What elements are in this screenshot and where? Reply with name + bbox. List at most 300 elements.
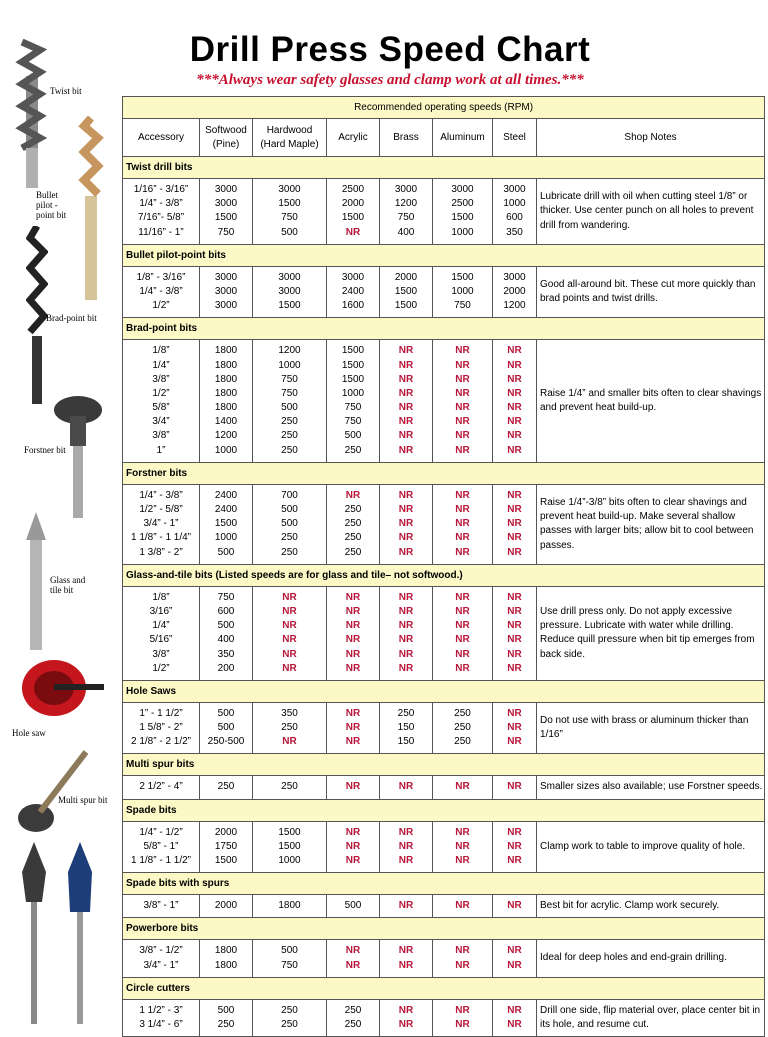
hardwood-speed-cell <box>253 776 327 799</box>
speed-value: NR <box>398 840 414 852</box>
speed-value: NR <box>398 634 414 646</box>
speed-value: 1500 <box>214 855 238 866</box>
section-data-row <box>123 940 765 977</box>
speed-value: 400 <box>397 226 415 238</box>
speed-value: NR <box>455 444 470 456</box>
speed-value: NR <box>455 826 470 838</box>
size-cell <box>123 821 200 873</box>
brass-speed-cell <box>380 484 433 564</box>
shop-notes-cell: Drill one side, flip material over, place center bit in its hole, and resume cut. <box>537 999 765 1036</box>
speed-value: 3000 <box>394 184 418 195</box>
speed-value: 2400 <box>214 489 238 501</box>
hardwood-speed-cell <box>253 179 327 245</box>
softwood-speed-cell <box>200 266 253 318</box>
brass-speed-cell <box>380 586 433 680</box>
speed-value: NR <box>455 359 470 371</box>
speed-value: 250 <box>281 416 298 428</box>
speed-value: NR <box>398 387 414 399</box>
acrylic-speed-cell <box>327 702 380 754</box>
speed-value: 750 <box>454 300 471 312</box>
speed-value: 750 <box>217 591 235 603</box>
size-cell <box>123 999 200 1036</box>
size-value: 7/16”- 5/8” <box>137 212 185 224</box>
speed-value: NR <box>507 416 522 428</box>
speed-value: 1200 <box>278 345 301 357</box>
aluminum-speed-cell <box>433 266 493 318</box>
speed-value: NR <box>455 345 470 357</box>
speed-value: NR <box>345 722 361 734</box>
speed-value: NR <box>345 959 361 971</box>
speed-value: NR <box>455 634 470 646</box>
acrylic-speed-cell <box>327 821 380 873</box>
speed-value: NR <box>282 605 297 617</box>
hardwood-speed-cell <box>253 266 327 318</box>
speed-value: 3000 <box>503 271 526 283</box>
size-value: 2 1/8” - 2 1/2” <box>130 736 192 748</box>
speed-value: NR <box>507 620 522 632</box>
speed-value: 1500 <box>341 212 365 224</box>
steel-speed-cell <box>493 940 537 977</box>
speed-value: 3000 <box>214 198 238 210</box>
softwood-speed-cell <box>200 340 253 463</box>
section-data-row <box>123 179 765 245</box>
speed-value: NR <box>507 634 522 646</box>
speed-value: NR <box>282 620 297 632</box>
speed-value: 500 <box>281 945 298 957</box>
speed-value: 250 <box>344 1018 362 1030</box>
softwood-speed-cell <box>200 179 253 245</box>
aluminum-speed-cell <box>433 776 493 799</box>
speed-value: NR <box>398 781 414 793</box>
aluminum-speed-cell <box>433 484 493 564</box>
speed-value: 500 <box>217 1004 235 1016</box>
section-title: Bullet pilot-point bits <box>123 244 765 266</box>
section-header-row <box>123 799 765 821</box>
speed-value: 500 <box>281 402 298 414</box>
speed-value: 750 <box>397 212 415 224</box>
steel-speed-cell <box>493 266 537 318</box>
brass-speed-cell <box>380 776 433 799</box>
softwood-speed-cell <box>200 895 253 918</box>
powerbore-bit-icon <box>64 842 96 1024</box>
speed-value: NR <box>398 546 414 558</box>
speed-value: 250-500 <box>207 736 245 748</box>
speed-value: 250 <box>281 430 298 442</box>
aluminum-speed-cell <box>433 940 493 977</box>
twist-bit-caption: Twist bit <box>50 86 82 96</box>
steel-speed-cell <box>493 340 537 463</box>
speed-value: 3000 <box>214 285 238 297</box>
size-value: 1/4” - 3/8” <box>139 489 183 501</box>
speed-value: NR <box>507 591 522 603</box>
speed-value: 250 <box>344 1004 362 1016</box>
speed-value: NR <box>455 416 470 428</box>
speed-value: NR <box>455 840 470 852</box>
size-value: 3/4” <box>152 416 170 428</box>
section-title: Spade bits <box>123 799 765 821</box>
speed-value: NR <box>345 591 361 603</box>
shop-notes-cell: Clamp work to table to improve quality of hole. <box>537 821 765 873</box>
section-title: Powerbore bits <box>123 918 765 940</box>
size-value: 1 1/2” - 3” <box>139 1004 183 1016</box>
speed-value: NR <box>398 959 414 971</box>
speed-value: NR <box>345 662 361 674</box>
brad-point-bit-icon <box>26 226 48 406</box>
speed-value: 1500 <box>214 518 238 530</box>
size-value: 1/8” <box>152 591 170 603</box>
col-aluminum: Aluminum <box>433 119 493 157</box>
speed-value: 500 <box>344 900 362 912</box>
speed-value: NR <box>398 532 414 544</box>
speed-value: 1000 <box>214 532 238 544</box>
size-value: 3/4” - 1” <box>143 959 179 971</box>
section-data-row <box>123 266 765 318</box>
speed-value: 150 <box>397 736 415 748</box>
speed-value: NR <box>455 605 470 617</box>
speed-value: 500 <box>217 707 235 719</box>
speed-value: 1000 <box>503 198 526 210</box>
hardwood-speed-cell <box>253 821 327 873</box>
speed-value: 2000 <box>503 285 526 297</box>
speed-value: NR <box>398 1004 414 1016</box>
size-cell <box>123 340 200 463</box>
size-value: 3/8” <box>152 373 170 385</box>
speed-value: 1800 <box>214 959 238 971</box>
section-header-row <box>123 462 765 484</box>
speed-value: 150 <box>397 722 415 734</box>
speed-value: 250 <box>281 722 298 734</box>
section-header-row <box>123 680 765 702</box>
size-value: 1 5/8” - 2” <box>139 722 183 734</box>
speed-value: 3000 <box>214 184 238 195</box>
speed-value: 1500 <box>278 198 301 210</box>
size-cell <box>123 266 200 318</box>
speed-value: 1600 <box>341 300 365 312</box>
speed-value: 1500 <box>214 212 238 224</box>
section-header-row <box>123 873 765 895</box>
speed-value: 750 <box>344 402 362 414</box>
size-value: 2 1/2” - 4” <box>139 781 183 793</box>
size-value: 1/2” <box>152 662 170 674</box>
speed-value: NR <box>455 387 470 399</box>
speed-chart-table <box>122 96 765 1037</box>
speed-value: NR <box>507 648 522 660</box>
section-data-row <box>123 484 765 564</box>
brad-point-bit-caption: Brad-point bit <box>46 313 97 323</box>
brass-speed-cell <box>380 821 433 873</box>
size-value: 1 1/8” - 1 1/4” <box>130 532 192 544</box>
speed-value: 1000 <box>451 226 474 238</box>
speed-value: NR <box>398 826 414 838</box>
section-data-row <box>123 776 765 799</box>
softwood-speed-cell <box>200 586 253 680</box>
size-value: 1/2” <box>152 300 170 312</box>
speed-value: 1500 <box>451 212 474 224</box>
speed-value: NR <box>455 648 470 660</box>
glass-tile-bit-caption: Glass and tile bit <box>50 575 86 595</box>
spade-bit-icon <box>18 842 50 1024</box>
speed-value: NR <box>507 546 522 558</box>
speed-value: 500 <box>344 430 362 442</box>
acrylic-speed-cell <box>327 999 380 1036</box>
speed-value: NR <box>398 518 414 530</box>
size-value: 5/16” <box>149 634 173 646</box>
section-title: Circle cutters <box>123 977 765 999</box>
section-header-row <box>123 244 765 266</box>
speed-value: NR <box>282 662 297 674</box>
speed-value: NR <box>507 781 522 793</box>
speed-value: 350 <box>217 648 235 660</box>
speed-value: 1500 <box>278 300 301 312</box>
hardwood-speed-cell <box>253 999 327 1036</box>
size-value: 3/8” - 1” <box>143 900 179 912</box>
speed-value: 1800 <box>214 373 238 385</box>
size-cell <box>123 702 200 754</box>
speed-value: 1000 <box>214 444 238 456</box>
speed-value: 500 <box>217 722 235 734</box>
speed-value: 1500 <box>278 840 301 852</box>
size-value: 1/4” - 3/8” <box>139 285 183 297</box>
size-value: 1/8” - 3/16” <box>136 271 186 283</box>
speed-value: NR <box>455 489 470 501</box>
speed-value: 2500 <box>451 198 474 210</box>
size-cell <box>123 940 200 977</box>
speed-value: 600 <box>217 605 235 617</box>
size-cell <box>123 586 200 680</box>
speed-value: NR <box>507 373 522 385</box>
speed-value: NR <box>507 707 522 719</box>
hardwood-speed-cell <box>253 895 327 918</box>
softwood-speed-cell <box>200 484 253 564</box>
speed-value: NR <box>507 736 522 748</box>
speed-value: NR <box>398 504 414 515</box>
speed-value: NR <box>345 855 361 866</box>
speed-value: NR <box>345 648 361 660</box>
speed-value: NR <box>398 1018 414 1030</box>
size-value: 1 3/8” - 2” <box>139 546 183 558</box>
speed-value: 250 <box>344 444 362 456</box>
speed-value: 250 <box>454 736 471 748</box>
chart-body <box>123 157 765 1037</box>
size-value: 1/4” - 1/2” <box>139 826 183 838</box>
size-value: 1/2” <box>152 387 170 399</box>
acrylic-speed-cell <box>327 179 380 245</box>
steel-speed-cell <box>493 776 537 799</box>
col-steel: Steel <box>493 119 537 157</box>
speed-value: 2400 <box>341 285 365 297</box>
speed-value: 1800 <box>214 945 238 957</box>
speed-value: 2400 <box>214 504 238 515</box>
steel-speed-cell <box>493 999 537 1036</box>
speed-value: NR <box>455 781 470 793</box>
speed-value: NR <box>398 444 414 456</box>
speed-value: 250 <box>281 781 298 793</box>
acrylic-speed-cell <box>327 586 380 680</box>
acrylic-speed-cell <box>327 940 380 977</box>
speed-value: 200 <box>217 662 235 674</box>
speed-value: NR <box>398 489 414 501</box>
speed-value: 3000 <box>341 271 365 283</box>
brass-speed-cell <box>380 702 433 754</box>
hole-saw-caption: Hole saw <box>12 728 46 738</box>
speed-value: NR <box>507 662 522 674</box>
speed-value: NR <box>455 402 470 414</box>
acrylic-speed-cell <box>327 776 380 799</box>
speed-value: 500 <box>281 504 298 515</box>
speed-value: 250 <box>454 722 471 734</box>
shop-notes-cell: Use drill press only. Do not apply excessive pressure. Lubricate with water while drilling. Reduce quill pressure when bit tip emerges from back side. <box>537 586 765 680</box>
section-header-row <box>123 754 765 776</box>
speed-value: NR <box>398 648 414 660</box>
speed-value: 1750 <box>214 840 238 852</box>
speed-value: 1000 <box>451 285 474 297</box>
softwood-speed-cell <box>200 999 253 1036</box>
forstner-bit-icon <box>52 392 104 522</box>
speed-value: 1500 <box>341 373 365 385</box>
speed-value: 350 <box>506 226 523 238</box>
glass-tile-bit-icon <box>22 512 50 652</box>
bullet-bit-caption: Bullet pilot -point bit <box>36 190 67 220</box>
steel-speed-cell <box>493 179 537 245</box>
speed-value: 3000 <box>503 184 526 195</box>
bullet-bit-icon <box>76 116 106 302</box>
speed-value: 500 <box>281 518 298 530</box>
section-title: Glass-and-tile bits (Listed speeds are for glass and tile– not softwood.) <box>123 564 765 586</box>
size-cell <box>123 484 200 564</box>
speed-value: NR <box>507 387 522 399</box>
speed-value: 3000 <box>278 184 301 195</box>
section-header-row <box>123 977 765 999</box>
size-value: 1 1/8” - 1 1/2” <box>130 855 192 866</box>
speed-value: 350 <box>281 707 298 719</box>
size-value: 5/8” - 1” <box>143 840 179 852</box>
section-header-row <box>123 157 765 179</box>
col-softwood: Softwood (Pine) <box>200 119 253 157</box>
speed-value: NR <box>345 605 361 617</box>
size-value: 1/4” <box>152 359 170 371</box>
speed-value: 3000 <box>214 271 238 283</box>
speed-value: NR <box>282 634 297 646</box>
aluminum-speed-cell <box>433 999 493 1036</box>
brass-speed-cell <box>380 179 433 245</box>
speed-value: NR <box>507 345 522 357</box>
speed-value: NR <box>345 634 361 646</box>
aluminum-speed-cell <box>433 895 493 918</box>
speed-value: 250 <box>344 504 362 515</box>
speed-value: NR <box>507 532 522 544</box>
speed-value: NR <box>455 546 470 558</box>
speed-value: 2000 <box>394 271 418 283</box>
hardwood-speed-cell <box>253 702 327 754</box>
speed-value: 1800 <box>214 402 238 414</box>
speed-value: 250 <box>281 532 298 544</box>
size-value: 1” <box>156 444 166 456</box>
speed-value: NR <box>398 591 414 603</box>
speed-value: NR <box>398 359 414 371</box>
speed-value: NR <box>398 945 414 957</box>
size-value: 3/8” <box>152 648 170 660</box>
size-value: 3/8” - 1/2” <box>139 945 183 957</box>
speed-value: NR <box>398 605 414 617</box>
size-value: 3/16” <box>149 605 173 617</box>
col-accessory: Accessory <box>123 119 200 157</box>
steel-speed-cell <box>493 895 537 918</box>
size-value: 1/16” - 3/16” <box>133 184 189 195</box>
speed-value: NR <box>507 945 522 957</box>
speed-value: NR <box>455 373 470 385</box>
speed-value: 250 <box>217 781 235 793</box>
twist-bit-icon <box>14 36 48 188</box>
speed-value: NR <box>398 900 414 912</box>
size-value: 3 1/4” - 6” <box>139 1018 183 1030</box>
speed-value: NR <box>455 959 470 971</box>
speed-value: NR <box>455 855 470 866</box>
speed-value: NR <box>345 826 361 838</box>
shop-notes-cell: Good all-around bit. These cut more quickly than brad points and twist drills. <box>537 266 765 318</box>
speed-value: 250 <box>344 532 362 544</box>
section-header-row <box>123 318 765 340</box>
speed-value: NR <box>345 945 361 957</box>
aluminum-speed-cell <box>433 821 493 873</box>
speed-value: 1000 <box>278 359 301 371</box>
speed-value: 1500 <box>394 300 418 312</box>
shop-notes-cell: Smaller sizes also available; use Forstner speeds. <box>537 776 765 799</box>
speed-value: 250 <box>344 518 362 530</box>
size-value: 3/4” - 1” <box>143 518 179 530</box>
section-title: Hole Saws <box>123 680 765 702</box>
shop-notes-cell: Lubricate drill with oil when cutting steel 1/8” or thicker. Use center punch on all holes to prevent drill from wandering. <box>537 179 765 245</box>
size-value: 1/4” - 3/8” <box>139 198 183 210</box>
speed-value: 2000 <box>214 900 238 912</box>
section-data-row <box>123 340 765 463</box>
acrylic-speed-cell <box>327 895 380 918</box>
speed-value: 1800 <box>214 387 238 399</box>
forstner-bit-caption: Forstner bit <box>24 445 66 455</box>
hole-saw-icon <box>20 656 106 720</box>
speed-value: 1400 <box>214 416 238 428</box>
shop-notes-cell: Raise 1/4” and smaller bits often to clear shavings and prevent heat build-up. <box>537 340 765 463</box>
size-value: 11/16” - 1” <box>138 226 184 238</box>
speed-value: 1800 <box>278 900 301 912</box>
speed-value: NR <box>455 1004 470 1016</box>
steel-speed-cell <box>493 586 537 680</box>
aluminum-speed-cell <box>433 586 493 680</box>
speed-value: NR <box>507 826 522 838</box>
brass-speed-cell <box>380 266 433 318</box>
steel-speed-cell <box>493 702 537 754</box>
speed-value: NR <box>507 504 522 515</box>
speed-value: 1500 <box>394 285 418 297</box>
speed-value: NR <box>455 945 470 957</box>
speed-value: 1800 <box>214 359 238 371</box>
speed-value: 500 <box>217 620 235 632</box>
speed-value: NR <box>507 518 522 530</box>
speed-value: NR <box>455 518 470 530</box>
shop-notes-cell: Best bit for acrylic. Clamp work securely. <box>537 895 765 918</box>
speed-value: NR <box>345 840 361 852</box>
speed-value: 2000 <box>214 826 238 838</box>
speed-value: NR <box>455 504 470 515</box>
multi-spur-bit-caption: Multi spur bit <box>58 795 108 805</box>
speed-value: NR <box>455 620 470 632</box>
speed-value: NR <box>507 402 522 414</box>
hardwood-speed-cell <box>253 586 327 680</box>
aluminum-speed-cell <box>433 702 493 754</box>
speed-value: NR <box>398 373 414 385</box>
speed-value: 2000 <box>341 198 365 210</box>
aluminum-speed-cell <box>433 340 493 463</box>
speed-value: 700 <box>281 489 298 501</box>
